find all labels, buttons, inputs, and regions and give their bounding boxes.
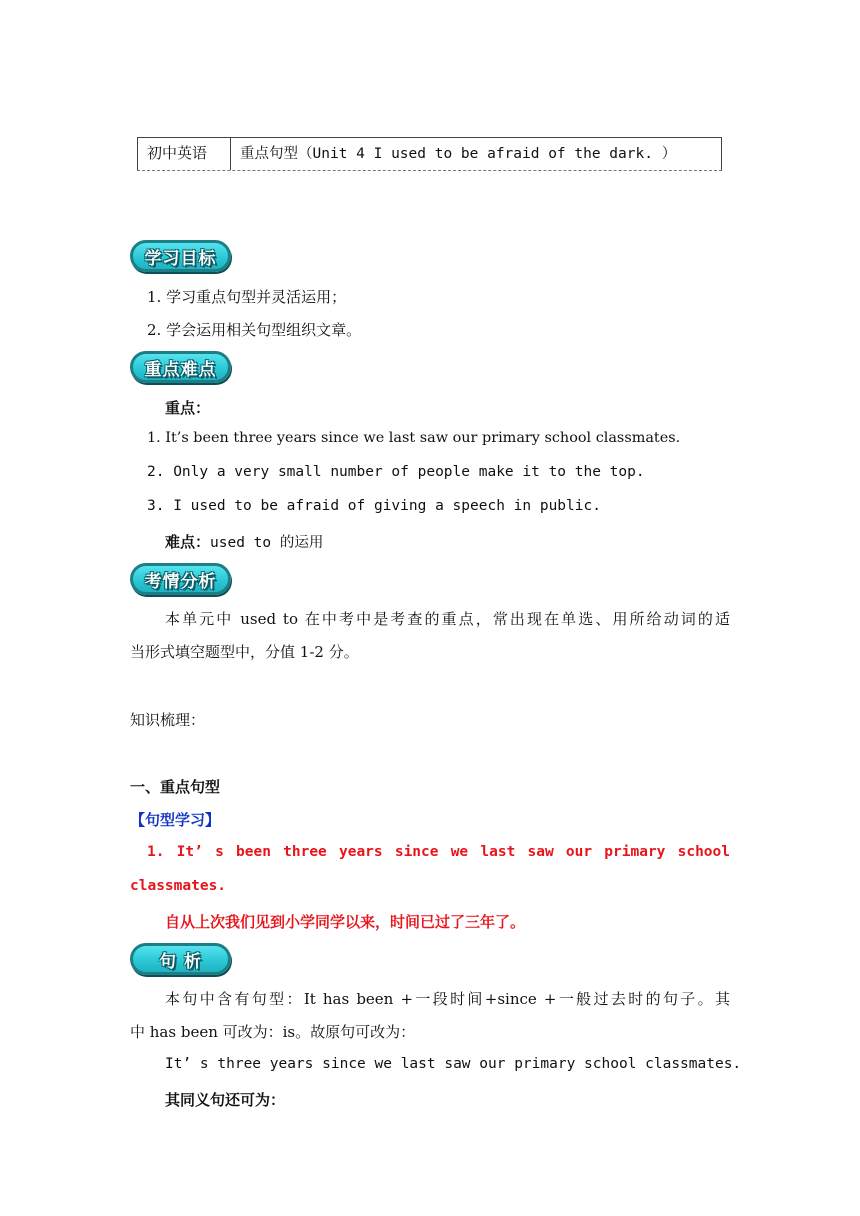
header-table xyxy=(137,137,722,171)
key-points-badge: 重点难点 xyxy=(130,351,231,383)
analysis-example: It’ s three years since we last saw our primary school classmates. xyxy=(165,1056,742,1072)
knowledge-title: 知识梳理： xyxy=(130,711,206,729)
lesson-title: 重点句型（Unit 4 I used to be afraid of the dark. ） xyxy=(240,146,677,162)
exam-analysis-text: 本单元中 used to 在中考中是考查的重点，常出现在单选、用所给动词的适 xyxy=(165,610,730,628)
goal-item: 2. 学会运用相关句型组织文章。 xyxy=(147,321,362,339)
key-sentence: 1. It’ s been three years since we last saw our primary school xyxy=(147,844,730,860)
analysis-text: 本句中含有句型：It has been +一段时间+since +一般过去时的句子。其 xyxy=(165,990,730,1008)
section-subheading: 【句型学习】 xyxy=(130,811,221,829)
key-label: 重点： xyxy=(165,399,211,417)
goals-badge: 学习目标 xyxy=(130,240,231,272)
key-sentence: classmates. xyxy=(130,878,227,894)
exam-analysis-badge: 考情分析 xyxy=(130,563,231,595)
difficulty-label: 难点： xyxy=(165,533,211,551)
sentence-analysis-badge: 句 析 xyxy=(130,943,231,975)
key-item: 2. Only a very small number of people make it to the top. xyxy=(147,464,645,480)
key-item: 1. It’s been three years since we last saw our primary school classmates. xyxy=(147,430,681,446)
subject-cell: 初中英语 xyxy=(138,138,231,170)
difficulty-line xyxy=(165,531,323,552)
goal-item: 1. 学习重点句型并灵活运用； xyxy=(147,288,347,306)
sentence-translation: 自从上次我们见到小学同学以来，时间已过了三年了。 xyxy=(165,913,526,931)
analysis-text: 中 has been 可改为：is。故原句可改为： xyxy=(130,1023,416,1041)
difficulty-text: used to 的运用 xyxy=(210,535,324,551)
key-item: 3. I used to be afraid of giving a speech in public. xyxy=(147,498,601,514)
synonym-label: 其同义句还可为： xyxy=(165,1091,286,1109)
exam-analysis-text: 当形式填空题型中，分值 1-2 分。 xyxy=(130,643,359,661)
section-title: 一、重点句型 xyxy=(130,778,221,796)
